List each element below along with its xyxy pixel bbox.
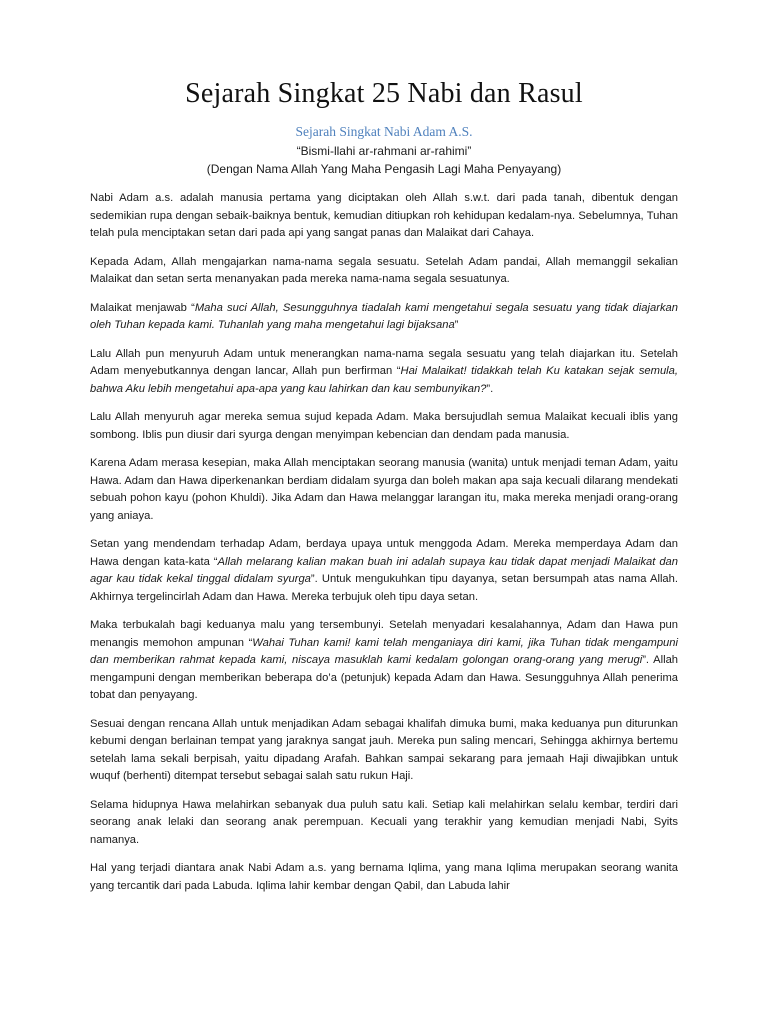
quoted-speech: Maha suci Allah, Sesungguhnya tiadalah kami mengetahui segala sesuatu yang tidak diajarkan oleh Tuhan kepada kami. Tuhanlah yang maha mengetahui lagi bijaksana [90,301,678,331]
paragraph: Lalu Allah menyuruh agar mereka semua sujud kepada Adam. Maka bersujudlah semua Malaikat kecuali iblis yang sombong. Iblis pun diusir dari syurga dengan menyimpan kebencian dan dendam pada manusia. [90,411,678,441]
paragraph: Nabi Adam a.s. adalah manusia pertama yang diciptakan oleh Allah s.w.t. dari pada tanah, dibentuk dengan sedemikian rupa dengan sebaik-baiknya bentuk, kemudian ditiupkan roh kehidupan kedalam-nya. Sebelumnya, Tuhan telah pula menciptakan setan dari pada api yang sangat panas dan Malaikat dari Cahaya. [90,192,678,239]
bismillah-line: “Bismi-llahi ar-rahmani ar-rahimi” [296,144,472,158]
paragraph: Hal yang terjadi diantara anak Nabi Adam a.s. yang bernama Iqlima, yang mana Iqlima merupakan seorang wanita yang tercantik dari pada Labuda. Iqlima lahir kembar dengan Qabil, dan Labuda lahir [90,862,678,892]
section-subtitle: Sejarah Singkat Nabi Adam A.S. [295,124,473,139]
quoted-speech: Hai Malaikat! tidakkah telah Ku katakan sejak semula, bahwa Aku lebih mengetahui apa-apa yang kau lahirkan dan kau sembunyikan? [90,365,678,395]
paragraph: Kepada Adam, Allah mengajarkan nama-nama segala sesuatu. Setelah Adam pandai, Allah memanggil sekalian Malaikat dan setan serta menanyakan pada mereka nama-nama segala sesuatunya. [90,255,678,285]
quoted-speech: Wahai Tuhan kami! kami telah menganiaya diri kami, jika Tuhan tidak mengampuni dan memberikan rahmat kepada kami, niscaya masuklah kami kedalam golongan orang-orang yang merugi [90,636,678,666]
paragraph: Setan yang mendendam terhadap Adam, berdaya upaya untuk menggoda Adam. Mereka memperdaya Adam dan Hawa dengan kata-kata “Allah melarang kalian makan buah ini adalah supaya kau tidak dapat menjadi Malaikat dan agar kau tidak kekal tinggal didalam syurga”. Untuk mengukuhkan tipu dayanya, setan bersumpah atas nama Allah. Akhirnya tergelincirlah Adam dan Hawa. Mereka terbujuk oleh tipu daya setan. [90,538,678,603]
paragraph: Sesuai dengan rencana Allah untuk menjadikan Adam sebagai khalifah dimuka bumi, maka keduanya pun diturunkan kebumi dengan berlainan tempat yang jaraknya sangat jauh. Mereka pun saling mencari, Sehingga akhirnya bertemu setelah lama sekali berpisah, yaitu dipadang Arafah. Bahkan sampai sekarang para jemaah Haji diwajibkan untuk wuquf (berhenti) ditempat tersebut sebagai salah satu rukun Haji. [90,717,678,782]
document-body [90,190,678,895]
document-title: Sejarah Singkat 25 Nabi dan Rasul [185,78,583,109]
paragraph: Maka terbukalah bagi keduanya malu yang tersembunyi. Setelah menyadari kesalahannya, Adam dan Hawa pun menangis memohon ampunan “Wahai Tuhan kami! kami telah menganiaya diri kami, jika Tuhan tidak mengampuni dan memberikan rahmat kepada kami, niscaya masuklah kami kedalam golongan orang-orang yang merugi”. Allah mengampuni dengan memberikan beberapa do’a (petunjuk) kepada Adam dan Hawa. Sesungguhnya Allah penerima tobat dan penyayang. [90,619,679,701]
paragraph: Malaikat menjawab “Maha suci Allah, Sesungguhnya tiadalah kami mengetahui segala sesuatu yang tidak diajarkan oleh Tuhan kepada kami. Tuhanlah yang maha mengetahui lagi bijaksana” [90,301,678,331]
paragraph: Karena Adam merasa kesepian, maka Allah menciptakan seorang manusia (wanita) untuk menjadi teman Adam, yaitu Hawa. Adam dan Hawa diperkenankan berdiam didalam syurga dan boleh makan apa saja kecuali dilarang mendekati sebuah pohon kayu (pohon Khuldi). Jika Adam dan Hawa melanggar larangan itu, maka mereka menjadi orang-orang yang aniaya. [90,457,678,522]
paragraph: Lalu Allah pun menyuruh Adam untuk menerangkan nama-nama segala sesuatu yang telah diajarkan itu. Setelah Adam menyebutkannya dengan lancar, Allah pun berfirman “Hai Malaikat! tidakkah telah Ku katakan sejak semula, bahwa Aku lebih mengetahui apa-apa yang kau lahirkan dan kau sembunyikan?”. [90,347,678,395]
paragraph: Selama hidupnya Hawa melahirkan sebanyak dua puluh satu kali. Setiap kali melahirkan selalu kembar, terdiri dari seorang anak lelaki dan seorang anak perempuan. Kecuali yang terakhir yang kemudian menjadi Nabi, Syits namanya. [90,798,678,846]
quoted-speech: Allah melarang kalian makan buah ini adalah supaya kau tidak dapat menjadi Malaikat dan agar kau tidak kekal tinggal didalam syurga [90,555,678,585]
bismillah-meaning: (Dengan Nama Allah Yang Maha Pengasih Lagi Maha Penyayang) [206,162,562,176]
